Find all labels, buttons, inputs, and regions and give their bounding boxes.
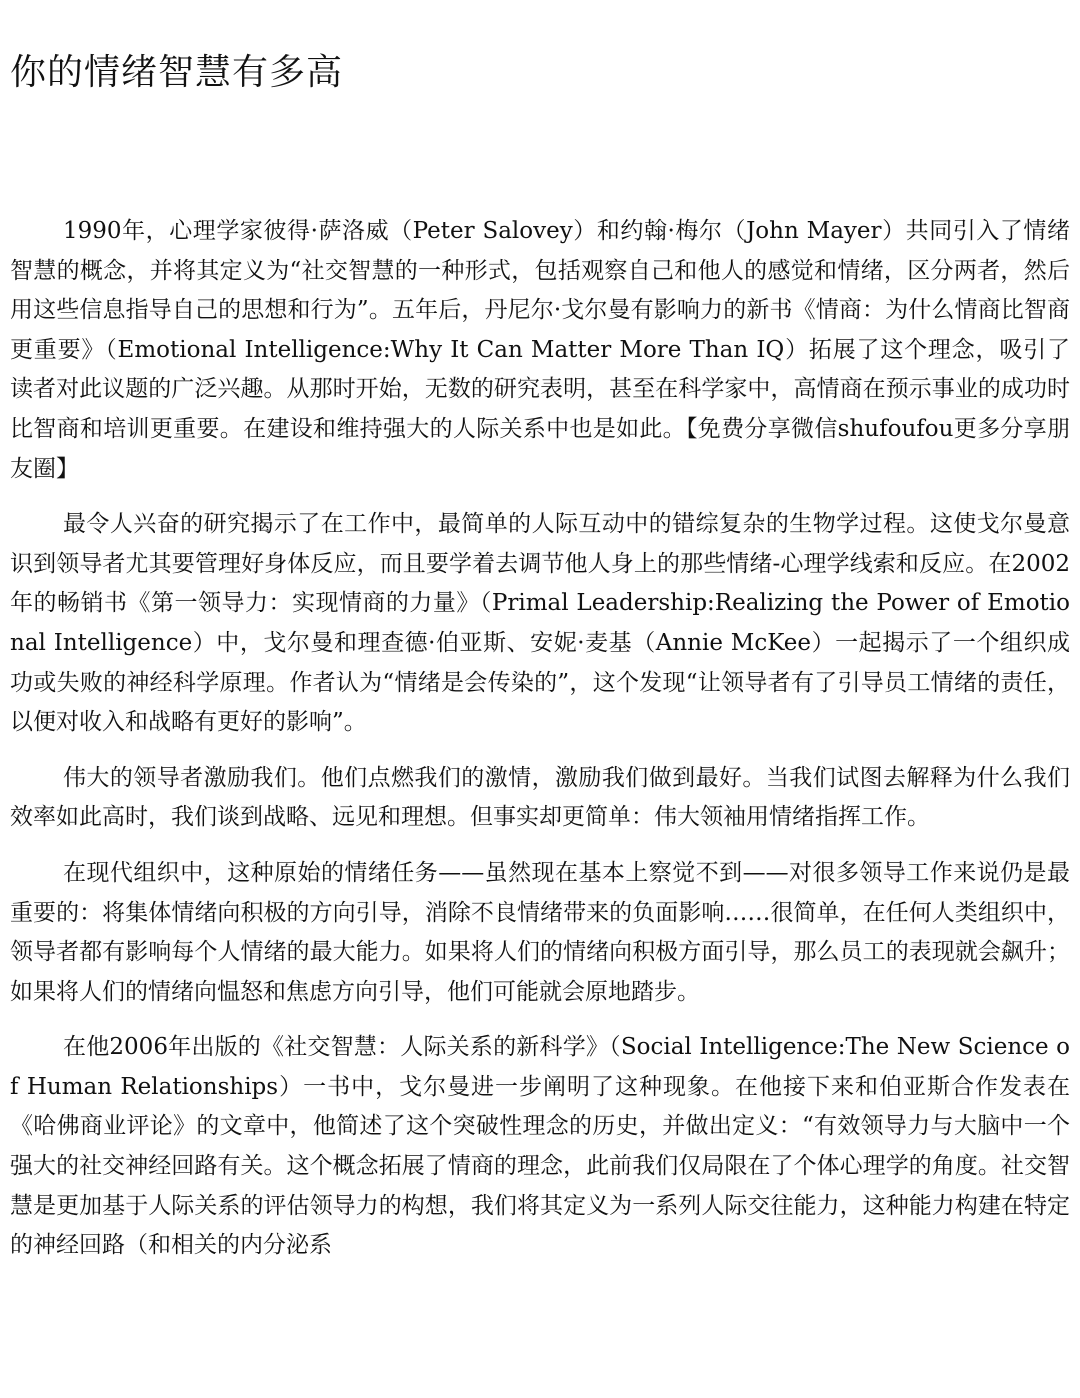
paragraph-4: 在现代组织中，这种原始的情绪任务——虽然现在基本上察觉不到——对很多领导工作来说仍是最重要的：将集体情绪向积极的方向引导，消除不良情绪带来的负面影响……很简单，在任何人类组织中，领导者都有影响每个人情绪的最大能力。如果将人们的情绪向积极方面引导，那么员工的表现就会飙升；如果将人们的情绪向愠怒和焦虑方向引导，他们可能就会原地踏步。	[10, 859, 1070, 1005]
document-page	[10, 0, 1070, 1398]
paragraph-2: 最令人兴奋的研究揭示了在工作中，最简单的人际互动中的错综复杂的生物学过程。这使戈尔曼意识到领导者尤其要管理好身体反应，而且要学着去调节他人身上的那些情绪-心理学线索和反应。在2002年的畅销书《第一领导力：实现情商的力量》（Primal Leadership:Realizing the Power of Emotional Intelligence）中，戈尔曼和理查德·伯亚斯、安妮·麦基（Annie McKee）一起揭示了一个组织成功或失败的神经科学原理。作者认为“情绪是会传染的”，这个发现“让领导者有了引导员工情绪的责任，以便对收入和战略有更好的影响”。	[10, 511, 1070, 736]
paragraph-3: 伟大的领导者激励我们。他们点燃我们的激情，激励我们做到最好。当我们试图去解释为什么我们效率如此高时，我们谈到战略、远见和理想。但事实却更简单：伟大领袖用情绪指挥工作。	[10, 764, 1070, 831]
article-body	[10, 212, 1070, 1282]
paragraph-5: 在他2006年出版的《社交智慧：人际关系的新科学》（Social Intelligence:The New Science of Human Relationships）一书中，戈尔曼进一步阐明了这种现象。在他接下来和伯亚斯合作发表在《哈佛商业评论》的文章中，他简述了这个突破性理念的历史，并做出定义：“有效领导力与大脑中一个强大的社交神经回路有关。这个概念拓展了情商的理念，此前我们仅局限在了个体心理学的角度。社交智慧是更加基于人际关系的评估领导力的构想，我们将其定义为一系列人际交往能力，这种能力构建在特定的神经回路（和相关的内分泌系	[10, 1034, 1070, 1259]
page-title: 你的情绪智慧有多高	[10, 52, 344, 93]
paragraph-1: 1990年，心理学家彼得·萨洛威（Peter Salovey）和约翰·梅尔（John Mayer）共同引入了情绪智慧的概念，并将其定义为“社交智慧的一种形式，包括观察自己和他人的感觉和情绪，区分两者，然后用这些信息指导自己的思想和行为”。五年后，丹尼尔·戈尔曼有影响力的新书《情商：为什么情商比智商更重要》（Emotional Intelligence:Why It Can Matter More Than IQ）拓展了这个理念，吸引了读者对此议题的广泛兴趣。从那时开始，无数的研究表明，甚至在科学家中，高情商在预示事业的成功时比智商和培训更重要。在建设和维持强大的人际关系中也是如此。【免费分享微信shufoufou更多分享朋友圈】	[10, 218, 1070, 482]
